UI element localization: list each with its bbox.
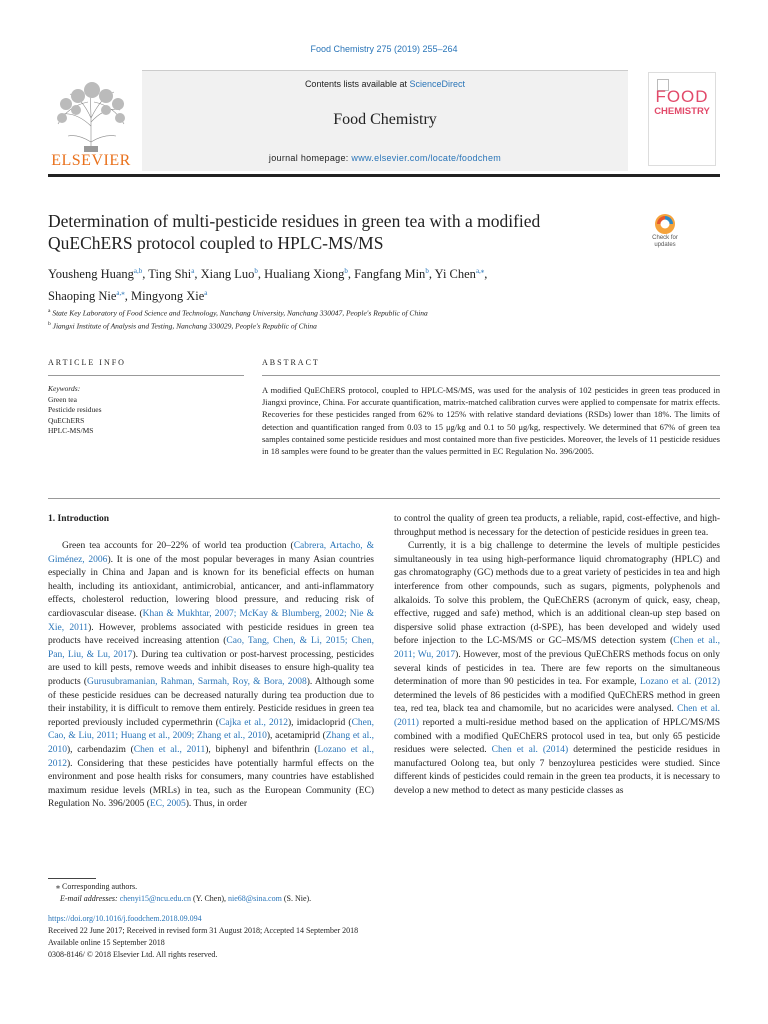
journal-name: Food Chemistry <box>333 111 437 128</box>
author[interactable]: Ting Shi$^a$, <box>148 267 201 282</box>
keyword: HPLC-MS/MS <box>48 426 94 435</box>
citation-link[interactable]: Khan & Mukhtar, 2007; McKay & Blumberg, 2002; Nie & Xie, 2011 <box>48 608 374 633</box>
intro-paragraph-2: Currently, it is a big challenge to determine the levels of multiple pesticides simultaneously in tea using high-performance liquid chromatography (HPLC) and gas chromatography (GC) methods due to a great variety of pesticides in tea and high interference from other compounds, such as sugars, pigments, polyphenols and alkaloids. To solve this problem, the QuEChERS (acronym of quick, easy, cheap, effective, rugged and safe) method, which is an additional clean-up step based on dispersive solid phase extraction (d-SPE), has been developed and widely used before injection to the LC-MS/MS or GC–MS/MS detection system (Chen et al., 2011; Wu, 2017). However, most of the previous QuEChERS methods focus on only several kinds of pesticides in tea. There are few reports on the simultaneous determination of more than 90 pesticides in tea. For example, Lozano et al. (2012) determined the levels of 86 pesticides with a modified QuEChERS method in green tea, red tea, black tea and chamomile, but no acaricides were analysed. Chen et al. (2011) reported a multi-residue method based on the application of HPLC/MS/MS combined with a modified QuEChERS protocol used in tea, but only 65 pesticide residues were selected. Chen et al. (2014) determined the pesticide residues in manufactured Oolong tea, but only 7 benzoylurea pesticides were studied. Since different kinds of pesticides could remain in the green tea products, it is necessary to develop a new method to detect as many pesticide classes as <box>394 541 721 796</box>
author[interactable]: Shaoping Nie$^{a,⁎}$, <box>48 289 132 304</box>
author[interactable]: Yi Chen$^{a,⁎}$, <box>434 267 488 282</box>
doi-link[interactable]: https://doi.org/10.1016/j.foodchem.2018.09.094 <box>48 914 202 923</box>
affiliations <box>48 306 688 331</box>
check-badge-label-2: updates <box>654 242 676 248</box>
citation-link[interactable]: Chen et al., 2011; Wu, 2017 <box>394 636 721 660</box>
journal-homepage: journal homepage: www.elsevier.com/locate/foodchem <box>268 153 502 163</box>
affiliation-b: $^b$ Jiangxi Institute of Analysis and Testing, Nanchang 330029, People's Republic of China <box>48 320 317 330</box>
journal-reference[interactable]: Food Chemistry 275 (2019) 255–264 <box>310 44 458 54</box>
received-dates: Received 22 June 2017; Received in revised form 31 August 2018; Accepted 14 September 2018 <box>48 926 359 935</box>
abstract-rule <box>262 375 720 376</box>
author[interactable]: Fangfang Min$^b$, <box>354 267 435 282</box>
homepage-link[interactable]: www.elsevier.com/locate/foodchem <box>351 153 502 163</box>
citation-link[interactable]: Chen et al., 2011 <box>133 744 206 755</box>
keyword: Pesticide residues <box>48 405 102 414</box>
citation-link[interactable]: Cao, Tang, Chen, & Li, 2015; Chen, Pan, Liu, & Lu, 2017 <box>48 636 374 660</box>
journal-banner <box>142 70 628 171</box>
check-badge-label-1: Check for <box>652 235 678 241</box>
citation-link[interactable]: Chen, Cao, & Liu, 2011; Huang et al., 2009; Zhang et al., 2010 <box>48 717 374 742</box>
journal-header <box>48 70 720 170</box>
citation-link[interactable]: Gurusubramanian, Rahman, Sarmah, Roy, & Bora, 2008 <box>87 676 307 687</box>
citation-link[interactable]: Zhang et al., 2010 <box>48 731 374 755</box>
email-link[interactable]: chenyi15@ncu.edu.cn <box>119 894 192 903</box>
intro-paragraph-1: Green tea accounts for 20–22% of world tea production (Cabrera, Artacho, & Giménez, 2006). It is one of the most popular beverages in many Asian countries especially in China and Japan and is known for its beneficial effects on human health, including its antioxidant, antimicrobial, anticancer, and anti-inflammatory effects, cholesterol reduction, lowering blood pressure, and reducing risk of cardiovascular disease. (Khan & Mukhtar, 2007; McKay & Blumberg, 2002; Nie & Xie, 2011). However, problems associated with pesticide residues in green tea products have received increasing attention (Cao, Tang, Chen, & Li, 2015; Chen, Pan, Liu, & Lu, 2017). During tea cultivation or post-harvest processing, pesticides are used to kill pests, remove weeds and inhibit diseases to ensure high-quality tea products (Gurusubramanian, Rahman, Sarmah, Roy, & Bora, 2008). Although some of these pesticide residues can be decreased naturally during tea production due to their instability, it is difficult to remove them entirely. Pesticide residues in green tea reported previously included cypermethrin (Cajka et al., 2012), imidacloprid (Chen, Cao, & Liu, 2011; Huang et al., 2009; Zhang et al., 2010), acetamiprid (Zhang et al., 2010), carbendazim (Chen et al., 2011), biphenyl and bifenthrin (Lozano et al., 2012). Considering that these pesticides have potentially harmful effects on the environment and pose health risks for consumers, many countries have established maximum residue levels (MRLs) in tea, such as the European Community (EC) Regulation No. 396/2005 (EC, 2005). Thus, in order <box>48 541 375 810</box>
cover-title-line2: CHEMISTRY <box>654 106 710 117</box>
citation-link[interactable]: Lozano et al. (2012) <box>639 677 720 688</box>
keyword: Green tea <box>48 394 77 404</box>
article-title: Determination of multi-pesticide residues in green tea with a modified QuEChERS protocol coupled to HPLC-MS/MS <box>48 211 541 253</box>
author[interactable]: Xiang Luo$^b$, <box>200 267 265 282</box>
author[interactable]: Yousheng Huang$^{a,b}$, <box>48 267 149 282</box>
author[interactable]: Mingyong Xie$^a$ <box>131 289 208 304</box>
article-info-rule <box>48 375 244 376</box>
journal-cover[interactable] <box>648 72 716 166</box>
publisher-name: ELSEVIER <box>51 152 131 169</box>
contents-line: Contents lists available at ScienceDirect <box>304 79 466 89</box>
check-for-updates-icon <box>642 210 688 256</box>
available-online: Available online 15 September 2018 <box>48 938 165 947</box>
email-link[interactable]: nie68@sina.com <box>228 894 282 903</box>
elsevier-logo[interactable] <box>48 76 134 168</box>
keyword: QuEChERS <box>48 415 85 425</box>
citation-link[interactable]: Lozano et al., 2012 <box>48 744 374 769</box>
abstract-bottom-rule <box>48 498 720 499</box>
intro-left-column <box>48 540 374 812</box>
author-list <box>48 262 688 306</box>
email-addresses: E-mail addresses: chenyi15@ncu.edu.cn (Y. Chen), nie68@sina.com (S. Nie). <box>60 894 312 903</box>
article-info-heading: ARTICLE INFO <box>48 358 126 367</box>
author[interactable]: Hualiang Xiong$^b$, <box>264 267 355 282</box>
header-rule <box>48 174 720 177</box>
citation-link[interactable]: Cajka et al., 2012 <box>218 717 288 728</box>
intro-paragraph-1-cont: to control the quality of green tea products, a reliable, rapid, cost-effective, and high-throughput method is necessary for the detection of pesticide residues in green tea. <box>394 514 720 538</box>
citation-link[interactable]: EC, 2005 <box>149 799 186 810</box>
abstract-heading: ABSTRACT <box>262 358 320 367</box>
footnote-rule <box>48 878 96 879</box>
intro-heading: 1. Introduction <box>48 514 110 524</box>
citation-link[interactable]: Chen et al. (2011) <box>394 704 720 728</box>
corresponding-note: ⁎ Corresponding authors. <box>56 882 138 891</box>
citation-link[interactable]: Chen et al. (2014) <box>491 745 569 756</box>
check-for-updates-badge[interactable] <box>642 210 688 256</box>
intro-right-column <box>394 513 720 798</box>
copyright: 0308-8146/ © 2018 Elsevier Ltd. All rights reserved. <box>48 950 218 959</box>
abstract-text: A modified QuEChERS protocol, coupled to HPLC-MS/MS, was used for the analysis of 102 pesticides in green teas produced in Jiangxi province, China. For accurate quantification, matrix-matched calibration curves were applied to compensate for matrix effects. Recoveries for these pesticides ranged from 62% to 125% with relative standard deviations (RSDs) lower than 18%. The limits of detection and quantification ranged from 0.03 to 15 μg/kg and 0.1 to 50 μg/kg, respectively. We determined that 67% of green tea samples contained some pesticide residues and most contained more than five pesticides. Moreover, the levels of 11 pesticide residues in 18 samples were found to be greater than the values permitted in EC Regulation No. 396/2005. <box>262 385 720 457</box>
cover-title-line1: FOOD <box>655 87 709 106</box>
keywords-label: Keywords: <box>48 384 81 393</box>
keywords-block <box>48 384 244 437</box>
affiliation-a: $^a$ State Key Laboratory of Food Science and Technology, Nanchang University, Nanchang 330047, People's Republic of China <box>48 308 428 318</box>
citation-link[interactable]: Cabrera, Artacho, & Giménez, 2006 <box>48 541 374 565</box>
sciencedirect-link[interactable]: ScienceDirect <box>409 79 466 89</box>
